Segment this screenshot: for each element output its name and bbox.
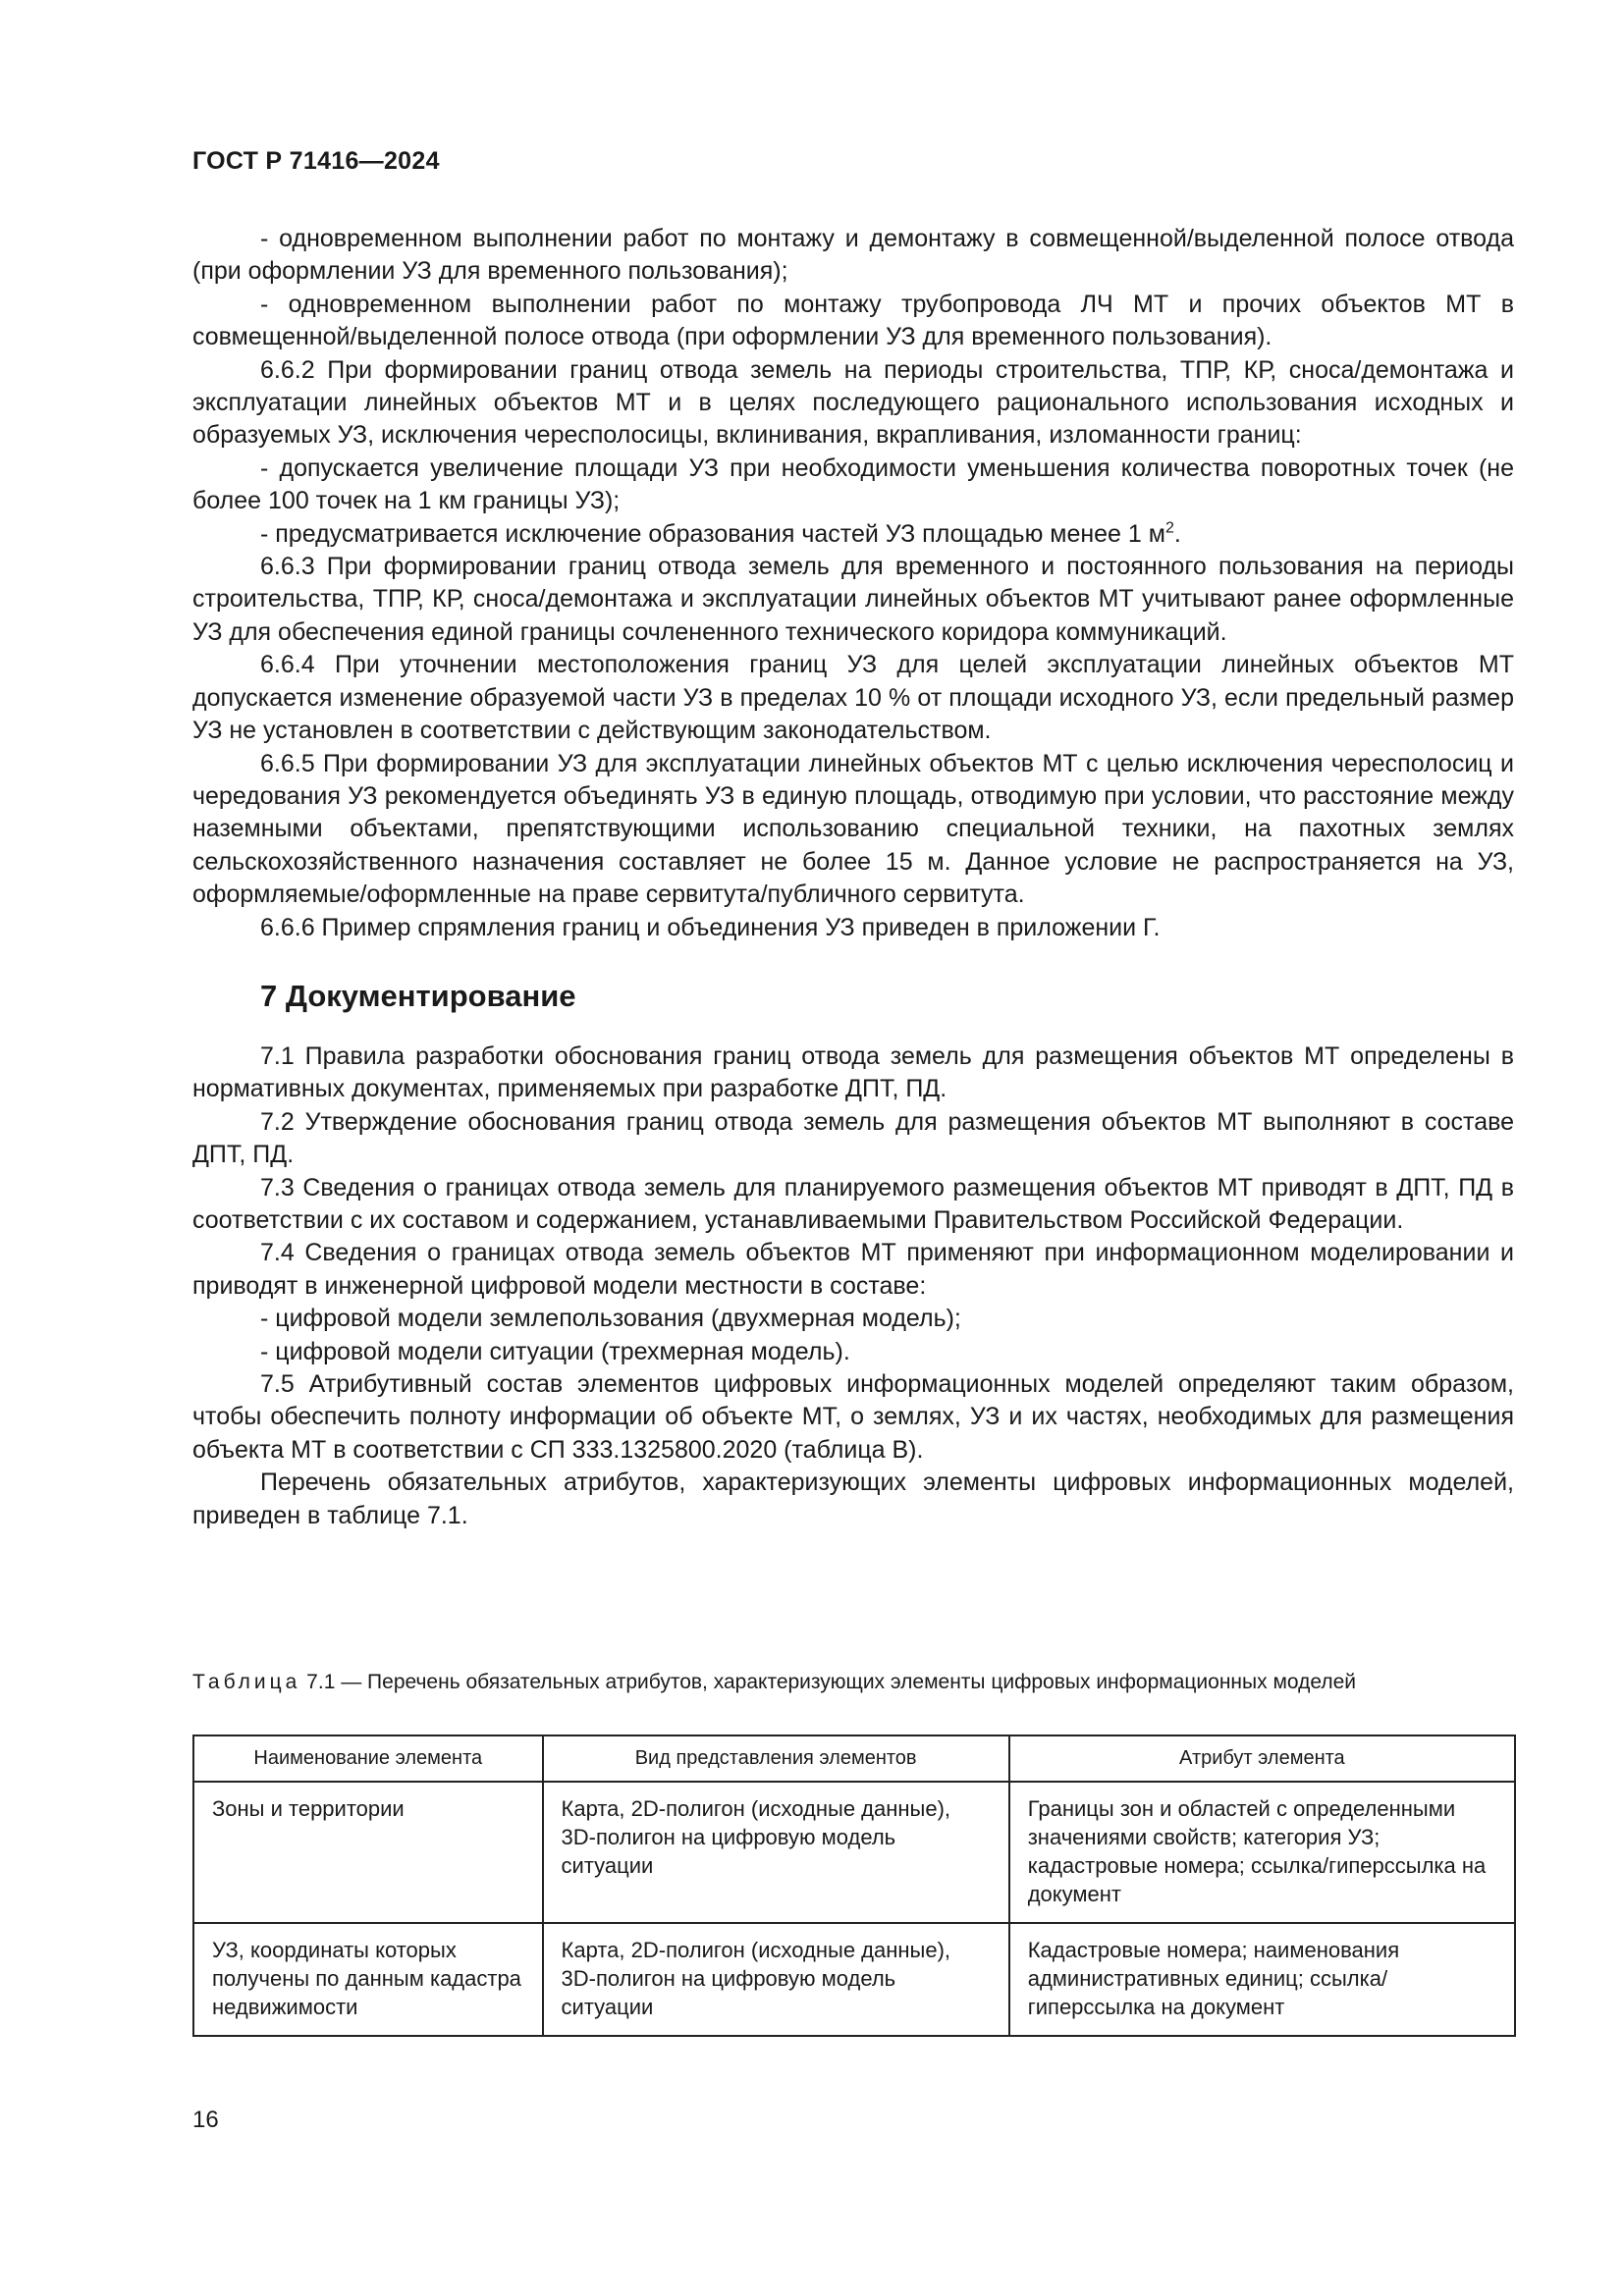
paragraph: 6.6.3 При формировании границ отвода земель для временного и постоянного пользования на периоды строительства, ТПР, КР, сноса/демонтажа и эксплуатации линейных объектов МТ учитывают ранее оформленные УЗ для обеспечения единой границы сочлененного технического коридора коммуникаций.: [192, 553, 1514, 646]
standard-header: ГОСТ Р 71416—2024: [192, 147, 440, 175]
paragraph: 6.6.4 При уточнении местоположения границ УЗ для целей эксплуатации линейных объектов МТ допускается изменение образуемой части УЗ в пределах 10 % от площади исходного УЗ, если предельный размер УЗ не установлен в соответствии с действующим законодательством.: [192, 651, 1514, 745]
table-cell: Зоны и территории: [193, 1782, 543, 1923]
paragraph: 6.6.2 При формировании границ отвода земель на периоды строительства, ТПР, КР, сноса/демонтажа и эксплуатации линейных объектов МТ и в целях последующего рационального использования исходных и образуемых УЗ, исключения чересполосицы, вклинивания, вкрапливания, изломанности границ:: [192, 355, 1514, 450]
paragraph: 7.2 Утверждение обоснования границ отвода земель для размещения объектов МТ выполняют в составе ДПТ, ПД.: [192, 1107, 1514, 1169]
column-header: Наименование элемента: [193, 1735, 543, 1782]
table-row: [193, 1923, 1515, 2036]
paragraph: - одновременном выполнении работ по монтажу и демонтажу в совмещенной/выделенной полосе отвода (при оформлении УЗ для временного пользования);: [192, 225, 1514, 286]
attributes-table: [192, 1735, 1516, 2037]
column-header: Вид представления элементов: [543, 1735, 1009, 1782]
paragraph: - одновременном выполнении работ по монтажу трубопровода ЛЧ МТ и прочих объектов МТ в совмещенной/выделенной полосе отвода (при оформлении УЗ для временного пользования).: [192, 290, 1514, 351]
list-item: - цифровой модели ситуации (трехмерная модель).: [260, 1337, 850, 1365]
table-caption-text: 7.1 — Перечень обязательных атрибутов, характеризующих элементы цифровых информационных моделей: [300, 1671, 1357, 1693]
paragraph: 7.4 Сведения о границах отвода земель объектов МТ применяют при информационном моделировании и приводят в инженерной цифровой модели местности в составе:: [192, 1239, 1514, 1300]
paragraph: 7.5 Атрибутивный состав элементов цифровых информационных моделей определяют таким образом, чтобы обеспечить полноту информации об объекте МТ, о землях, УЗ и их частях, необходимых для размещения объекта МТ в соответствии с СП 333.1325800.2020 (таблица В).: [192, 1370, 1514, 1464]
section-title: 7 Документирование: [260, 978, 576, 1013]
column-header: Атрибут элемента: [1009, 1735, 1515, 1782]
table-caption: [192, 1669, 1514, 1696]
paragraph: 6.6.5 При формировании УЗ для эксплуатации линейных объектов МТ с целью исключения чересполосиц и чередования УЗ рекомендуется объединять УЗ в единую площадь, отводимую при условии, что расстояние между наземными объектами, препятствующими использованию специальной техники, на пахотных землях сельскохозяйственного назначения составляет не более 15 м. Данное условие не распространяется на УЗ, оформляемые/оформленные на праве сервитута/публичного сервитута.: [192, 749, 1514, 909]
page-number: 16: [192, 2107, 219, 2133]
table-cell: Карта, 2D-полигон (исходные данные), 3D-полигон на цифровую модель ситуации: [543, 1923, 1009, 2036]
table-caption-label: Таблица: [192, 1671, 301, 1693]
paragraph: [192, 518, 1514, 551]
table-cell: Кадастровые номера; наименования административных единиц; ссылка/гиперссылка на документ: [1009, 1923, 1515, 2036]
table-cell: Границы зон и областей с определенными значениями свойств; категория УЗ; кадастровые номера; ссылка/гиперссылка на документ: [1009, 1782, 1515, 1923]
list-item: - цифровой модели землепользования (двухмерная модель);: [260, 1305, 961, 1333]
table-header-row: [193, 1735, 1515, 1782]
table-cell: Карта, 2D-полигон (исходные данные), 3D-полигон на цифровую модель ситуации: [543, 1782, 1009, 1923]
paragraph: Перечень обязательных атрибутов, характеризующих элементы цифровых информационных моделей, приведен в таблице 7.1.: [192, 1468, 1514, 1529]
paragraph-text: - предусматривается исключение образования частей УЗ площадью менее 1 м: [260, 519, 1165, 548]
paragraph-end: .: [1173, 519, 1181, 548]
paragraph: 7.1 Правила разработки обоснования границ отвода земель для размещения объектов МТ определены в нормативных документах, применяемых при разработке ДПТ, ПД.: [192, 1041, 1514, 1103]
body-text: [192, 223, 1514, 1532]
paragraph: - допускается увеличение площади УЗ при необходимости уменьшения количества поворотных точек (не более 100 точек на 1 км границы УЗ);: [192, 454, 1514, 515]
paragraph: 6.6.6 Пример спрямления границ и объединения УЗ приведен в приложении Г.: [260, 913, 1161, 941]
table-row: [193, 1782, 1515, 1923]
superscript: 2: [1164, 519, 1174, 537]
table-cell: УЗ, координаты которых получены по данным кадастра недвижимости: [193, 1923, 543, 2036]
paragraph: 7.3 Сведения о границах отвода земель для планируемого размещения объектов МТ приводят в ДПТ, ПД в соответствии с их составом и содержанием, устанавливаемыми Правительством Российской Федерации.: [192, 1173, 1514, 1234]
